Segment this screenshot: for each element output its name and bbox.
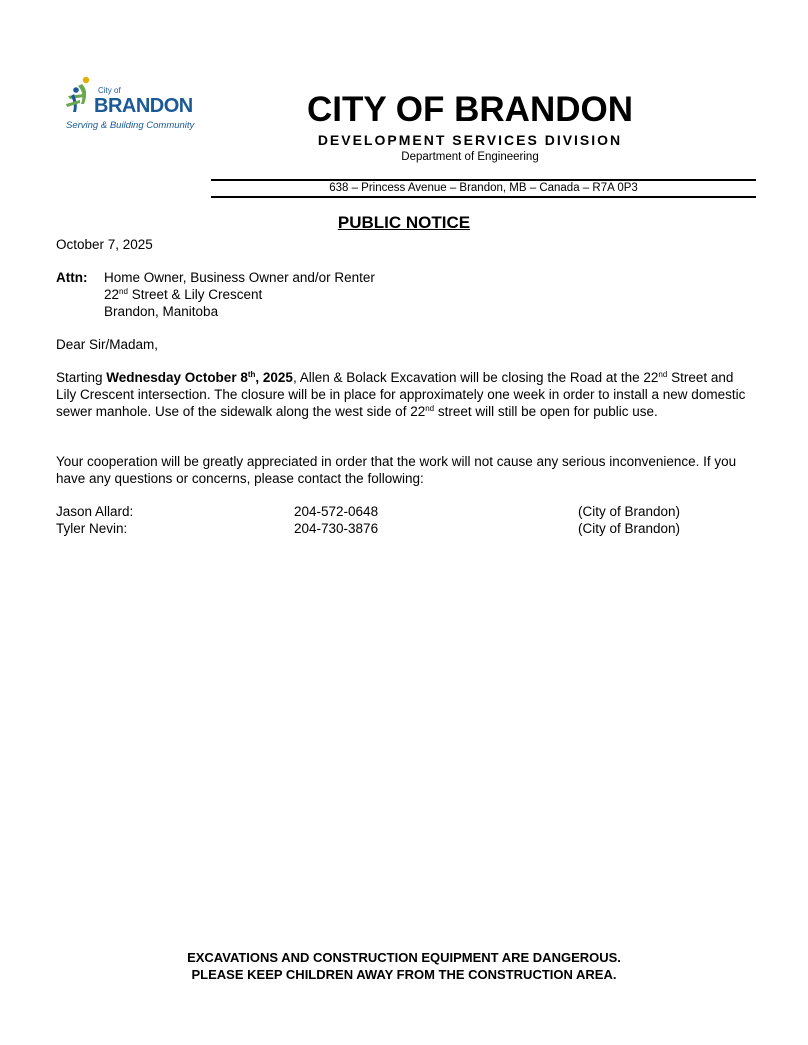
contact-org: (City of Brandon) — [578, 521, 681, 536]
svg-text:Serving & Building Community: Serving & Building Community — [66, 120, 195, 131]
attn-line-2: 22nd Street & Lily Crescent — [104, 287, 263, 302]
department-name: Department of Engineering — [401, 151, 539, 163]
notice-date: October 7, 2025 — [56, 237, 153, 252]
contact-name: Tyler Nevin: — [56, 521, 128, 536]
attn-recipients — [104, 269, 375, 320]
closure-paragraph: Starting Wednesday October 8th, 2025, Allen & Bolack Excavation will be closing the Road at the 22nd Street and Lily Crescent intersection. The closure will be in place for approximately one week in order to install a new domestic sewer manhole. Use of the sidewalk along the west side of 22nd street will still be open for public use. — [56, 370, 746, 419]
cooperation-paragraph: Your cooperation will be greatly appreciated in order that the work will not cause any serious inconvenience. If you have any questions or concerns, please contact the following: — [56, 454, 737, 486]
safety-warning — [0, 949, 808, 983]
salutation: Dear Sir/Madam, — [56, 337, 159, 352]
contact-org: (City of Brandon) — [578, 504, 681, 519]
contact-row — [56, 520, 756, 537]
contact-row — [56, 503, 756, 520]
svg-text:BRANDON: BRANDON — [94, 95, 193, 117]
notice-title: PUBLIC NOTICE — [337, 213, 471, 232]
attn-label: Attn: — [56, 270, 88, 285]
contact-phone: 204-572-0648 — [294, 504, 379, 519]
contact-name: Jason Allard: — [56, 504, 134, 519]
contact-list — [56, 503, 756, 537]
page-title: CITY OF BRANDON — [306, 90, 634, 129]
division-name: DEVELOPMENT SERVICES DIVISION — [317, 132, 623, 148]
contact-phone: 204-730-3876 — [294, 521, 379, 536]
warning-line-2: PLEASE KEEP CHILDREN AWAY FROM THE CONSTRUCTION AREA. — [191, 967, 617, 982]
address-bar: 638 – Princess Avenue – Brandon, MB – Canada – R7A 0P3 — [329, 182, 638, 194]
logo-figures-icon — [66, 77, 89, 112]
attn-line-1: Home Owner, Business Owner and/or Renter — [104, 270, 375, 285]
city-logo — [64, 74, 214, 134]
svg-text:City of: City of — [98, 86, 121, 95]
attn-line-3: Brandon, Manitoba — [104, 304, 219, 319]
address-rule-bottom — [211, 196, 756, 198]
warning-line-1: EXCAVATIONS AND CONSTRUCTION EQUIPMENT ARE DANGEROUS. — [187, 950, 621, 965]
